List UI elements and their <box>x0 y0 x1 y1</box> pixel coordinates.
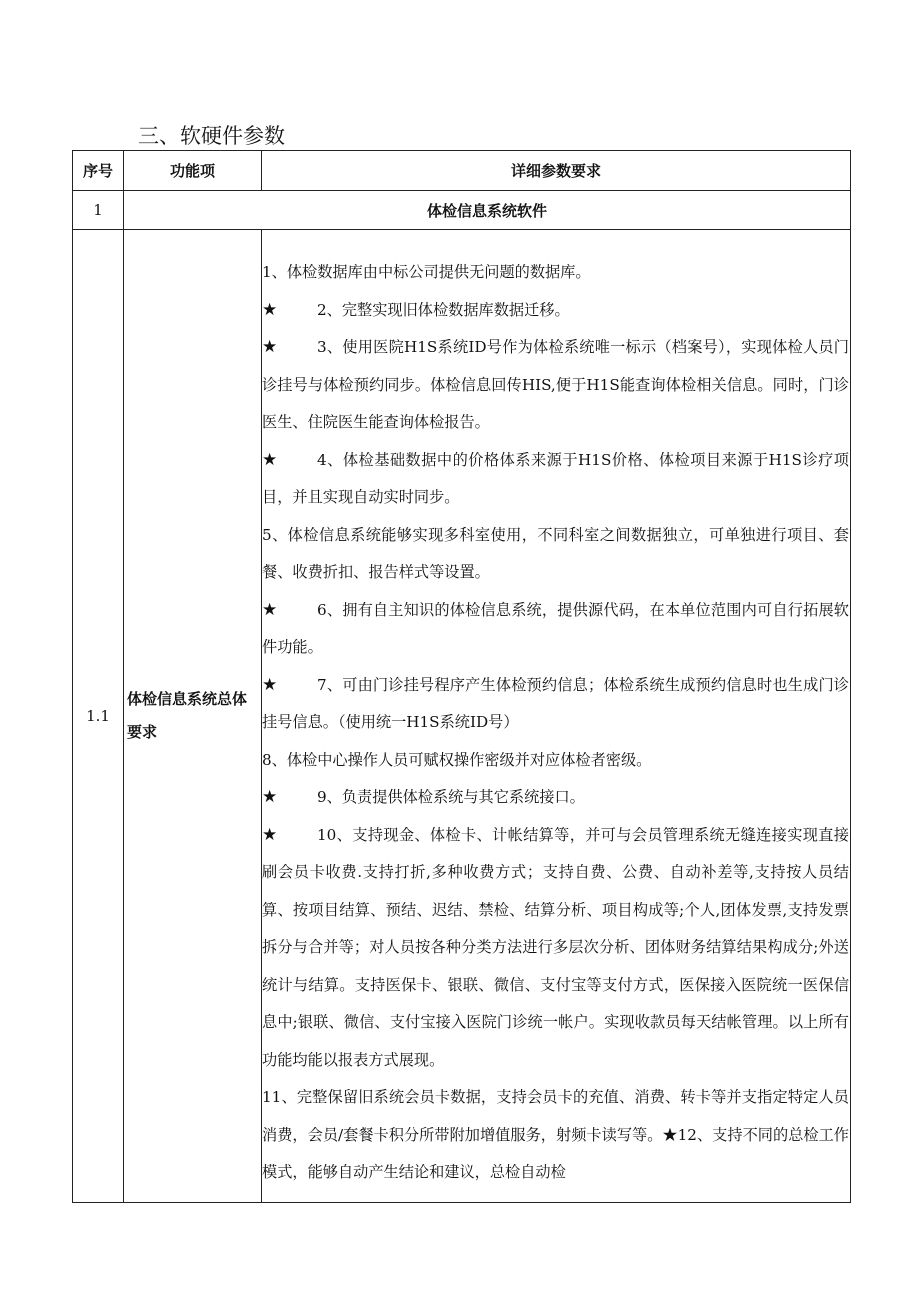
detail-paragraph <box>262 517 850 592</box>
header-func: 功能项 <box>124 151 262 191</box>
detail-text: 11、完整保留旧系统会员卡数据，支持会员卡的充值、消费、转卡等并支指定特定人员消费，会员/套餐卡积分所带附加增值服务，射频卡读写等。★12、支持不同的总检工作模式，能够自动产生结论和建议，总检自动检 <box>262 1088 849 1181</box>
detail-paragraph <box>262 592 850 667</box>
detail-text: 9、负责提供体检系统与其它系统接口。 <box>317 788 585 806</box>
group-title: 体检信息系统软件 <box>124 191 851 230</box>
star-marker: ★ <box>262 599 278 620</box>
section-title: 三、软硬件参数 <box>138 124 285 148</box>
detail-paragraph <box>262 742 850 780</box>
detail-text: 10、支持现金、体检卡、计帐结算等，并可与会员管理系统无缝连接实现直接刷会员卡收费.支持打折,多种收费方式；支持自费、公费、自动补差等,支持按人员结算、按项目结算、预结、迟结、禁检、结算分析、项目构成等;个人,团体发票,支持发票拆分与合并等；对人员按各种分类方法进行多层次分析、团体财务结算结果构成分;外送统计与结算。支持医保卡、银联、微信、支付宝等支付方式，医保接入医院统一医保信息中;银联、微信、支付宝接入医院门诊统一帐户。实现收款员每天结帐管理。以上所有功能均能以报表方式展现。 <box>262 825 849 1069</box>
item-num: 1.1 <box>73 230 124 1203</box>
item-func: 体检信息系统总体要求 <box>124 230 262 1203</box>
detail-text: 2、完整实现旧体检数据库数据迁移。 <box>317 300 570 319</box>
detail-text: 6、拥有自主知识的体检信息系统，提供源代码，在本单位范围内可自行拓展软件功能。 <box>262 600 849 656</box>
table-row <box>73 230 851 1203</box>
star-marker: ★ <box>262 674 278 695</box>
table-header-row <box>73 151 851 191</box>
detail-paragraph <box>262 817 850 1080</box>
detail-paragraph <box>262 442 850 517</box>
detail-paragraph <box>262 329 850 442</box>
detail-text: 7、可由门诊挂号程序产生体检预约信息；体检系统生成预约信息时也生成门诊挂号信息。（使用统一H1S系统ID号） <box>262 675 849 731</box>
star-marker: ★ <box>262 299 278 320</box>
detail-text: 8、体检中心操作人员可赋权操作密级并对应体检者密级。 <box>262 750 652 769</box>
detail-paragraphs <box>262 254 850 1192</box>
detail-text: 5、体检信息系统能够实现多科室使用，不同科室之间数据独立，可单独进行项目、套餐、收费折扣、报告样式等设置。 <box>262 525 849 581</box>
detail-text: 1、体检数据库由中标公司提供无问题的数据库。 <box>262 263 591 281</box>
detail-text: 4、体检基础数据中的价格体系来源于H1S价格、体检项目来源于H1S诊疗项目，并且实现自动实时同步。 <box>262 450 849 506</box>
detail-paragraph <box>262 254 850 292</box>
header-num: 序号 <box>73 151 124 191</box>
star-marker: ★ <box>262 787 278 807</box>
group-num: 1 <box>73 191 124 230</box>
item-detail <box>262 230 851 1203</box>
detail-paragraph <box>262 667 850 742</box>
spec-table <box>72 150 851 1203</box>
detail-paragraph <box>262 1079 850 1192</box>
star-marker: ★ <box>262 337 278 357</box>
header-detail: 详细参数要求 <box>262 151 851 191</box>
detail-paragraph <box>262 292 850 330</box>
star-marker: ★ <box>262 824 278 845</box>
detail-text: 3、使用医院H1S系统ID号作为体检系统唯一标示（档案号），实现体检人员门诊挂号与体检预约同步。体检信息回传HIS,便于H1S能查询体检相关信息。同时，门诊医生、住院医生能查询体检报告。 <box>262 338 849 431</box>
star-marker: ★ <box>262 449 278 470</box>
detail-paragraph <box>262 779 850 817</box>
table-row <box>73 191 851 230</box>
